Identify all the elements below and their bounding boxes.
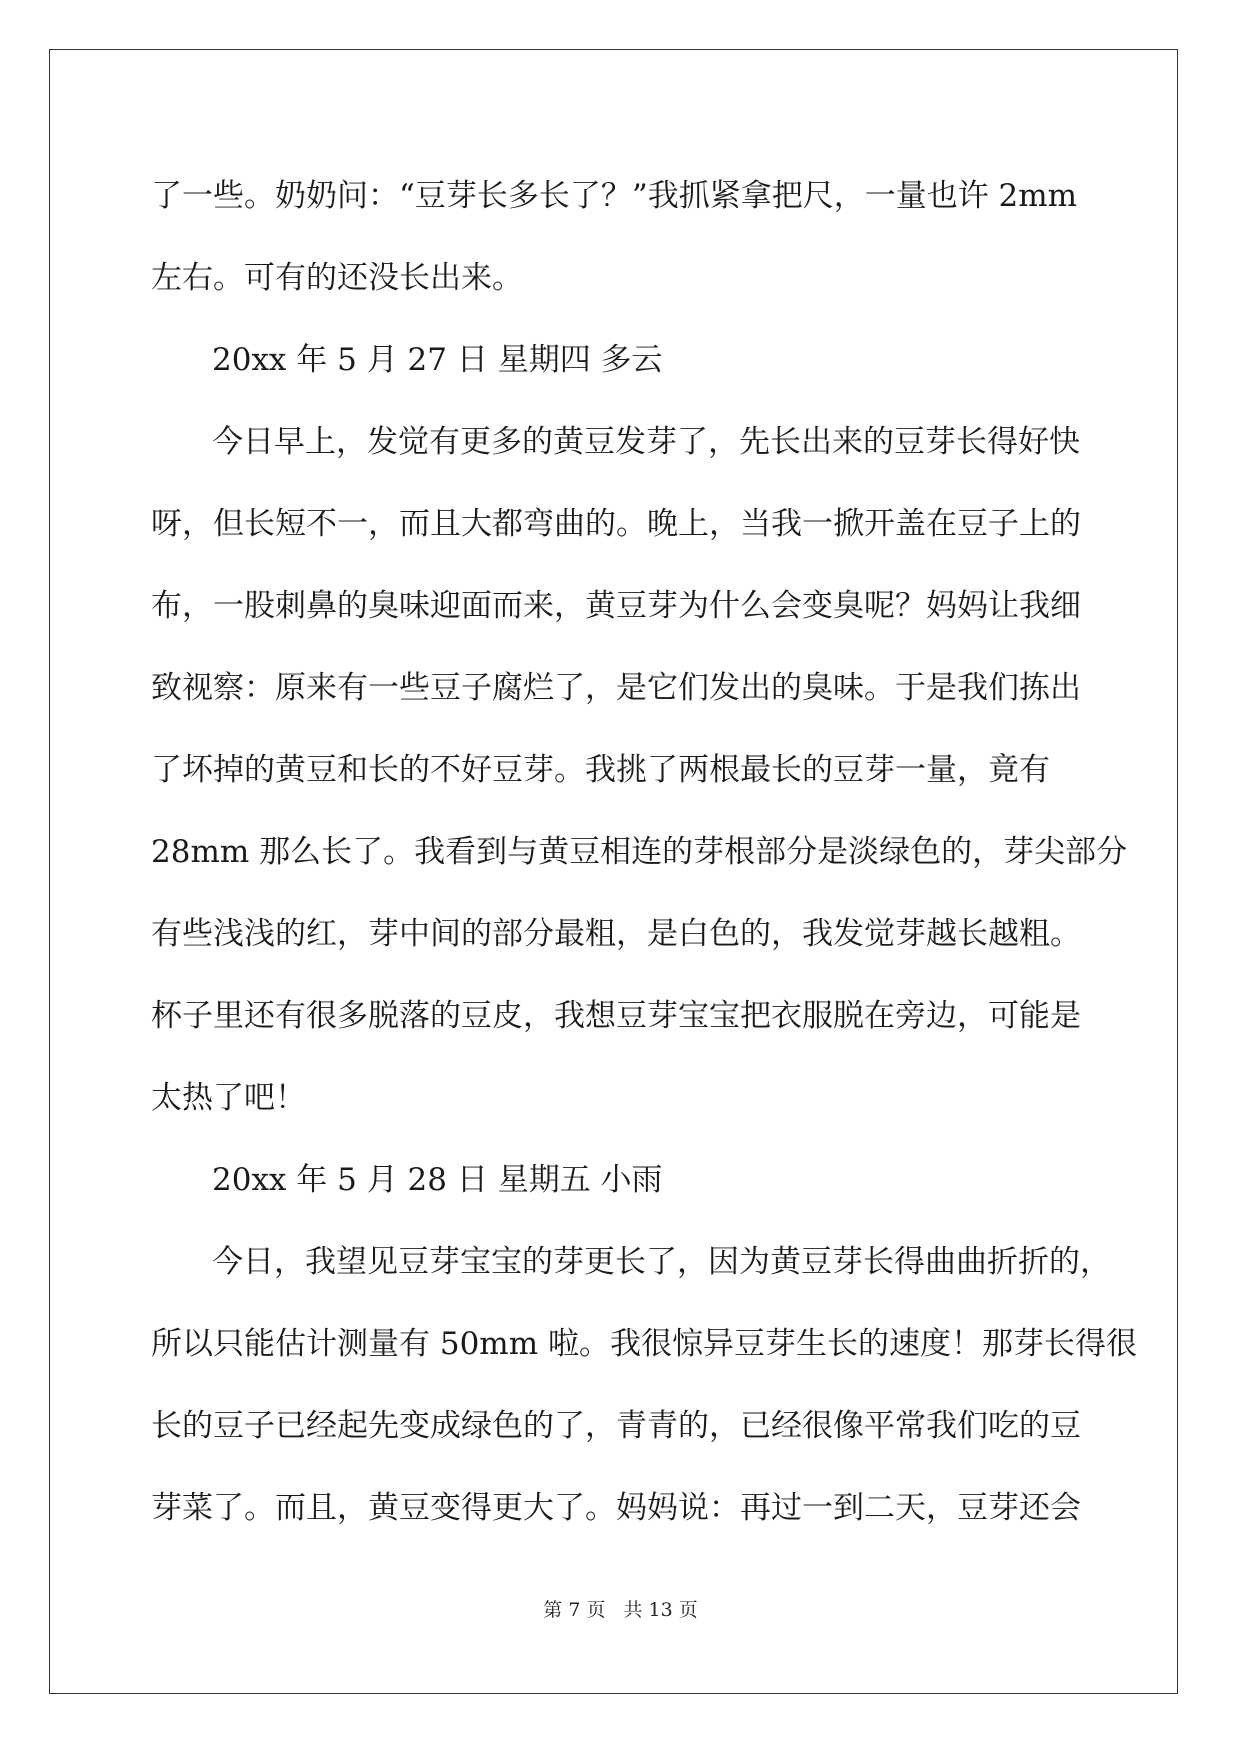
paragraph-line: 长的豆子已经起先变成绿色的了，青青的，已经很像平常我们吃的豆 — [151, 1408, 1081, 1444]
paragraph-line: 致视察：原来有一些豆子腐烂了，是它们发出的臭味。于是我们拣出 — [151, 670, 1081, 706]
paragraph-line: 左右。可有的还没长出来。 — [151, 260, 523, 296]
page-number: 第 7 页 — [543, 1599, 606, 1621]
paragraph-line: 太热了吧！ — [151, 1080, 306, 1116]
diary-date-heading: 20xx 年 5 月 28 日 星期五 小雨 — [212, 1162, 663, 1198]
page-total: 共 13 页 — [623, 1599, 698, 1621]
paragraph-line: 布，一股刺鼻的臭味迎面而来，黄豆芽为什么会变臭呢？妈妈让我细 — [151, 588, 1081, 624]
paragraph-line: 有些浅浅的红，芽中间的部分最粗，是白色的，我发觉芽越长越粗。 — [151, 916, 1081, 952]
paragraph-line: 杯子里还有很多脱落的豆皮，我想豆芽宝宝把衣服脱在旁边，可能是 — [151, 998, 1081, 1034]
paragraph-line: 了坏掉的黄豆和长的不好豆芽。我挑了两根最长的豆芽一量，竟有 — [151, 752, 1050, 788]
paragraph-line: 了一些。奶奶问：“豆芽长多长了？”我抓紧拿把尺，一量也许 2mm — [151, 178, 1078, 214]
paragraph-line: 今日，我望见豆芽宝宝的芽更长了，因为黄豆芽长得曲曲折折的， — [212, 1244, 1111, 1280]
diary-date-heading: 20xx 年 5 月 27 日 星期四 多云 — [212, 342, 663, 378]
paragraph-line: 呀，但长短不一，而且大都弯曲的。晚上，当我一掀开盖在豆子上的 — [151, 506, 1081, 542]
paragraph-line: 28mm 那么长了。我看到与黄豆相连的芽根部分是淡绿色的，芽尖部分 — [151, 834, 1128, 870]
paragraph-line: 所以只能估计测量有 50mm 啦。我很惊异豆芽生长的速度！那芽长得很 — [151, 1326, 1137, 1362]
paragraph-line: 芽菜了。而且，黄豆变得更大了。妈妈说：再过一到二天，豆芽还会 — [151, 1490, 1081, 1526]
paragraph-line: 今日早上，发觉有更多的黄豆发芽了，先长出来的豆芽长得好快 — [212, 424, 1080, 460]
document-body — [151, 155, 1137, 1549]
page-footer — [0, 1598, 1241, 1622]
